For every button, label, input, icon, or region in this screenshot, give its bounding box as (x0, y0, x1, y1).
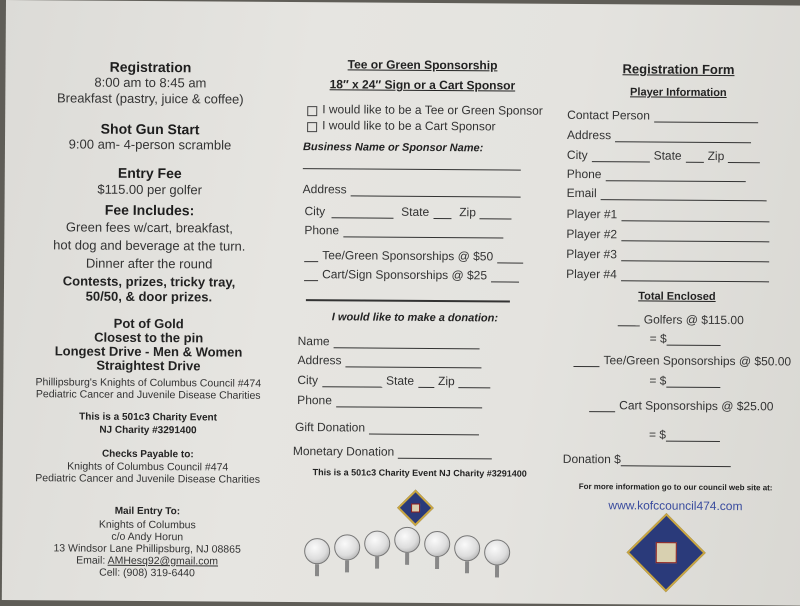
council-line-1: Phillipsburg's Knights of Columbus Council #474 (35, 376, 262, 390)
reg-address-row (567, 128, 755, 143)
zip-label: Zip (459, 205, 476, 220)
entry-fee-heading: Entry Fee (117, 164, 182, 182)
contact-label: Contact Person (567, 107, 650, 123)
mail-line-2: c/o Andy Horun (111, 530, 184, 544)
cart-sign-count-row (304, 267, 523, 283)
cart-sum-field[interactable] (666, 430, 720, 442)
cart-sum-row (649, 427, 724, 442)
golfers-total-field[interactable] (667, 334, 721, 346)
golfers-total-row (650, 332, 725, 347)
contests-line-1: Contests, prizes, tricky tray, (62, 273, 236, 290)
donor-name-row (298, 334, 484, 349)
donor-name-field[interactable] (334, 336, 480, 349)
mail-line-1: Knights of Columbus (98, 518, 196, 532)
golf-tee-icon (405, 553, 409, 565)
shotgun-heading: Shot Gun Start (100, 120, 200, 138)
state-field[interactable] (433, 207, 451, 219)
registration-form-title: Registration Form (622, 61, 735, 78)
tee-green-count-row (304, 248, 527, 264)
checks-heading: Checks Payable to: (101, 448, 194, 461)
player-2-field[interactable] (621, 229, 769, 242)
reg-cart-count-field[interactable] (589, 400, 615, 412)
reg-state-field[interactable] (686, 151, 704, 163)
player-3-label: Player #3 (566, 246, 617, 262)
donor-city-label: City (297, 373, 319, 388)
pot-of-gold: Pot of Gold (113, 315, 184, 332)
tee-green-sum-row (649, 374, 724, 389)
player-4-row (566, 267, 773, 282)
checks-line-1: Knights of Columbus Council #474 (67, 460, 229, 474)
donation-total-field[interactable] (621, 454, 731, 467)
golfers-count-field[interactable] (618, 314, 640, 326)
golf-tee-icon (345, 560, 349, 572)
tee-green-total-field[interactable] (497, 251, 523, 263)
player-3-field[interactable] (621, 249, 769, 262)
charity-footer: This is a 501c3 Charity Event NJ Charity #3291400 (312, 467, 527, 479)
golf-ball-icon (424, 531, 450, 557)
cell-line: Cell: (908) 319-6440 (99, 566, 195, 580)
donor-name-label: Name (297, 334, 330, 349)
business-name-field[interactable] (303, 168, 521, 171)
event-info-column (12, 0, 286, 602)
player-2-label: Player #2 (566, 226, 618, 242)
donor-address-row (297, 353, 485, 368)
cart-eq: = $ (648, 427, 667, 442)
player-2-row (566, 227, 773, 242)
golf-tee-icon (315, 564, 319, 576)
address-field[interactable] (351, 184, 521, 197)
registration-flyer (2, 0, 800, 606)
city-field[interactable] (331, 206, 393, 218)
cart-sign-count-label: Cart/Sign Sponsorships @ $25 (322, 267, 488, 283)
gift-donation-field[interactable] (369, 423, 479, 436)
tee-green-total-row (573, 353, 791, 369)
tee-green-option-label: I would like to be a Tee or Green Sponsor (322, 102, 543, 118)
sponsorship-title: Tee or Green Sponsorship (347, 57, 498, 73)
golf-ball-icon (394, 527, 420, 553)
section-divider (306, 299, 510, 302)
contact-field[interactable] (654, 111, 758, 124)
emblem-shield-icon (411, 503, 420, 512)
donor-state-label: State (385, 373, 415, 388)
golf-tee-icon (495, 565, 499, 577)
email-link[interactable]: AMHesq92@gmail.com (107, 554, 219, 568)
donor-phone-row (297, 393, 486, 408)
cart-sign-count-field[interactable] (304, 269, 318, 281)
golf-tee-icon (465, 561, 469, 573)
monetary-donation-field[interactable] (398, 447, 492, 460)
golf-tee-icon (435, 557, 439, 569)
golf-ball-icon (334, 534, 360, 560)
emblem-shield-icon (656, 542, 677, 563)
donor-address-label: Address (297, 353, 342, 368)
reg-email-field[interactable] (601, 188, 767, 201)
cart-option-label: I would like to be a Cart Sponsor (322, 118, 496, 134)
email-label: Email: (76, 554, 108, 567)
reg-city-row (567, 148, 764, 163)
kofc-emblem-large-icon (627, 513, 706, 592)
tee-green-count-label: Tee/Green Sponsorships @ $50 (322, 248, 494, 264)
state-label: State (401, 204, 430, 219)
player-4-label: Player #4 (566, 266, 617, 282)
donation-total-label: Donation $ (562, 451, 621, 467)
checkbox-tee-green[interactable] (307, 106, 317, 116)
reg-zip-label: Zip (707, 148, 725, 164)
reg-cart-label: Cart Sponsorships @ $25.00 (619, 398, 774, 414)
reg-address-field[interactable] (615, 130, 751, 143)
mail-heading: Mail Entry To: (114, 505, 181, 518)
closest-to-pin: Closest to the pin (94, 329, 204, 346)
donor-city-row (297, 373, 494, 388)
gift-donation-row (295, 420, 483, 435)
donor-city-field[interactable] (322, 375, 382, 387)
reg-phone-row (567, 167, 750, 182)
donation-heading: I would like to make a donation: (331, 311, 499, 325)
website-link[interactable]: www.kofccouncil474.com (608, 498, 743, 514)
player-1-row (566, 207, 773, 222)
golfers-row (618, 312, 744, 327)
golf-tee-icon (375, 557, 379, 569)
total-enclosed-heading: Total Enclosed (638, 290, 716, 303)
tee-green-count-field[interactable] (304, 250, 318, 262)
fee-includes-heading: Fee Includes: (104, 201, 195, 219)
charity-line-1: This is a 501c3 Charity Event (79, 411, 218, 424)
reg-email-row (567, 186, 771, 201)
cart-sign-total-field[interactable] (491, 270, 519, 282)
includes-line-2: hot dog and beverage at the turn. (53, 237, 246, 254)
player-1-field[interactable] (621, 209, 769, 222)
sponsorship-subtitle: 18″ x 24″ Sign or a Cart Sponsor (329, 77, 516, 93)
reg-phone-label: Phone (566, 166, 602, 182)
kofc-emblem-small-icon (397, 489, 434, 526)
mail-line-3: 13 Windsor Lane Phillipsburg, NJ 08865 (53, 542, 241, 556)
address-row (303, 182, 525, 198)
checks-line-2: Pediatric Cancer and Juvenile Disease Charities (35, 472, 261, 486)
tee-green-option[interactable] (307, 102, 543, 118)
cart-option[interactable] (307, 118, 496, 133)
charity-line-2: NJ Charity #3291400 (99, 424, 197, 437)
business-name-label: Business Name or Sponsor Name: (302, 141, 484, 155)
includes-line-3: Dinner after the round (85, 255, 213, 272)
golfers-label: Golfers @ $115.00 (643, 312, 744, 328)
includes-line-1: Green fees w/cart, breakfast, (65, 219, 233, 236)
donor-phone-label: Phone (297, 393, 332, 408)
reg-tee-green-count-field[interactable] (573, 355, 599, 367)
more-info-text: For more information go to our council web site at: (578, 482, 773, 493)
sponsorship-column (288, 2, 554, 604)
reg-address-label: Address (567, 127, 612, 143)
reg-tee-green-label: Tee/Green Sponsorships @ $50.00 (603, 353, 792, 369)
zip-field[interactable] (480, 207, 512, 219)
straightest-drive: Straightest Drive (96, 357, 201, 374)
contests-line-2: 50/50, & door prizes. (85, 288, 213, 305)
city-label: City (304, 204, 326, 219)
shotgun-detail: 9:00 am- 4-person scramble (68, 136, 232, 153)
address-label: Address (302, 182, 347, 197)
phone-label: Phone (304, 223, 340, 238)
donor-phone-field[interactable] (336, 395, 482, 408)
player-3-row (566, 247, 773, 262)
registration-time: 8:00 am to 8:45 am (94, 74, 207, 91)
council-line-2: Pediatric Cancer and Juvenile Disease Charities (35, 388, 261, 402)
entry-fee-price: $115.00 per golfer (97, 181, 203, 198)
donor-zip-label: Zip (438, 374, 455, 389)
gift-donation-label: Gift Donation (294, 420, 366, 435)
player-1-label: Player #1 (566, 206, 618, 222)
contact-row (567, 108, 762, 123)
phone-field[interactable] (343, 225, 503, 238)
registration-heading: Registration (109, 58, 192, 76)
reg-zip-field[interactable] (728, 151, 760, 163)
golf-ball-icon (304, 538, 330, 564)
reg-phone-field[interactable] (605, 169, 745, 182)
longest-drive: Longest Drive - Men & Women (54, 343, 243, 360)
monetary-donation-row (293, 444, 496, 459)
reg-state-label: State (653, 148, 682, 163)
donor-address-field[interactable] (345, 355, 481, 368)
monetary-donation-label: Monetary Donation (292, 444, 395, 459)
registration-form-column (558, 4, 796, 606)
cart-total-row (589, 398, 773, 413)
reg-city-field[interactable] (592, 150, 650, 162)
tee-green-eq: = $ (649, 373, 667, 388)
golfers-eq: = $ (649, 331, 667, 346)
reg-email-label: Email (566, 185, 597, 201)
golf-ball-icon (364, 531, 390, 557)
player-4-field[interactable] (621, 269, 769, 282)
donation-total-row (563, 452, 735, 467)
reg-city-label: City (566, 147, 588, 163)
donor-zip-field[interactable] (459, 376, 491, 388)
city-state-zip-row (304, 204, 515, 219)
golf-ball-icon (484, 539, 510, 565)
donor-state-field[interactable] (418, 376, 434, 388)
checkbox-cart[interactable] (307, 122, 317, 132)
breakfast-text: Breakfast (pastry, juice & coffee) (56, 90, 244, 107)
golf-ball-icon (454, 535, 480, 561)
player-info-heading: Player Information (630, 86, 727, 100)
tee-green-sum-field[interactable] (666, 376, 720, 388)
phone-row (304, 223, 507, 238)
